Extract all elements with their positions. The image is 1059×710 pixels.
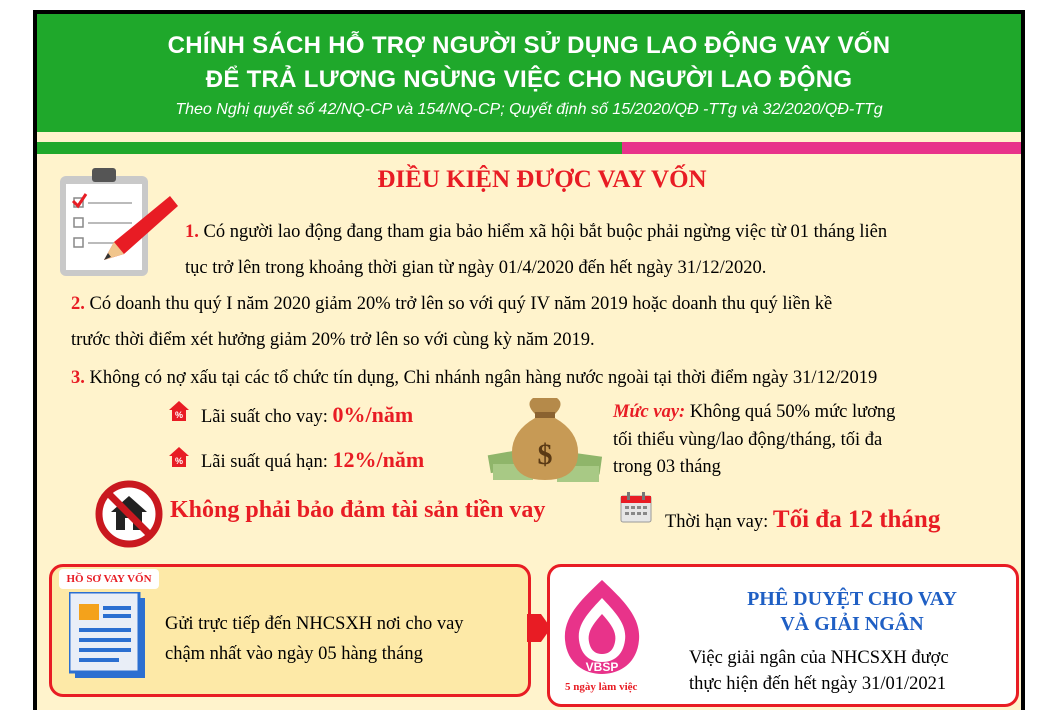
money-bag-icon	[485, 394, 605, 486]
dossier-line-2: chậm nhất vào ngày 05 hàng tháng	[165, 644, 423, 664]
condition-3-number: 3.	[71, 368, 85, 388]
title-line-1: CHÍNH SÁCH HỖ TRỢ NGƯỜI SỬ DỤNG LAO ĐỘNG VAY VỐN	[167, 32, 891, 59]
processing-days: 5 ngày làm việc	[565, 681, 638, 693]
dossier-tag: HỒ SƠ VAY VỐN	[59, 569, 159, 589]
document-icon	[69, 592, 153, 680]
approval-line-2: thực hiện đến hết ngày 31/01/2021	[689, 674, 947, 694]
interest-rate-row: Lãi suất cho vay: 0%/năm	[201, 402, 414, 427]
condition-1-line-1: 1. Có người lao động đang tham gia bảo hiểm xã hội bắt buộc phải ngừng việc từ 01 tháng liên	[185, 222, 888, 242]
vbsp-logo-icon	[559, 574, 645, 680]
loan-amount-line-1: Mức vay: Không quá 50% mức lương	[613, 402, 896, 422]
condition-2-line-2: trước thời điểm xét hưởng giảm 20% trở lên so với cùng kỳ năm 2019.	[71, 330, 595, 350]
pink-stripe	[622, 142, 1021, 154]
green-stripe	[37, 142, 622, 154]
loan-amount-line-2: tối thiểu vùng/lao động/tháng, tối đa	[613, 430, 883, 450]
no-collateral-text: Không phải bảo đảm tài sản tiền vay	[170, 497, 546, 523]
infographic-frame	[33, 10, 1025, 710]
interest-rate-value: 0%/năm	[332, 402, 414, 427]
condition-2-number: 2.	[71, 294, 85, 314]
no-house-icon	[95, 480, 163, 548]
loan-term-row: Thời hạn vay: Tối đa 12 tháng	[665, 506, 941, 533]
loan-amount-label: Mức vay:	[613, 402, 686, 422]
vbsp-logo-text: VBSP	[585, 660, 619, 674]
svg-text:$: $	[537, 438, 553, 471]
approval-heading-1: PHÊ DUYỆT CHO VAY	[747, 588, 957, 610]
loan-amount-line-3: trong 03 tháng	[613, 457, 721, 477]
svg-text:%: %	[174, 456, 184, 466]
approval-line-1: Việc giải ngân của NHCSXH được	[689, 648, 949, 668]
conditions-heading: ĐIỀU KIỆN ĐƯỢC VAY VỐN	[377, 166, 707, 193]
percent-house-icon	[168, 400, 190, 422]
condition-1-number: 1.	[185, 222, 199, 242]
svg-text:%: %	[174, 410, 184, 420]
overdue-rate-value: 12%/năm	[332, 447, 425, 472]
clipboard-checklist-icon	[52, 164, 182, 279]
condition-1-line-2: tục trở lên trong khoảng thời gian từ ngày 01/4/2020 đến hết ngày 31/12/2020.	[185, 258, 767, 278]
header-banner	[37, 14, 1021, 132]
overdue-rate-row: Lãi suất quá hạn: 12%/năm	[201, 447, 425, 472]
condition-3-line-1: 3. Không có nợ xấu tại các tổ chức tín dụng, Chi nhánh ngân hàng nước ngoài tại thời điểm ngày 31/12/2019	[71, 368, 878, 388]
approval-heading-2: VÀ GIẢI NGÂN	[780, 613, 924, 635]
loan-term-value: Tối đa 12 tháng	[772, 506, 941, 533]
dossier-line-1: Gửi trực tiếp đến NHCSXH nơi cho vay	[165, 614, 464, 634]
legal-basis-subtitle: Theo Nghị quyết số 42/NQ-CP và 154/NQ-CP; Quyết định số 15/2020/QĐ -TTg và 32/2020/QĐ-TTg	[175, 101, 883, 118]
percent-house-icon	[168, 446, 190, 468]
title-line-2: ĐỂ TRẢ LƯƠNG NGỪNG VIỆC CHO NGƯỜI LAO ĐỘNG	[205, 66, 853, 93]
calendar-icon	[619, 490, 653, 524]
condition-2-line-1: 2. Có doanh thu quý I năm 2020 giảm 20% trở lên so với quý IV năm 2019 hoặc doanh thu quý liền kề	[71, 294, 833, 314]
